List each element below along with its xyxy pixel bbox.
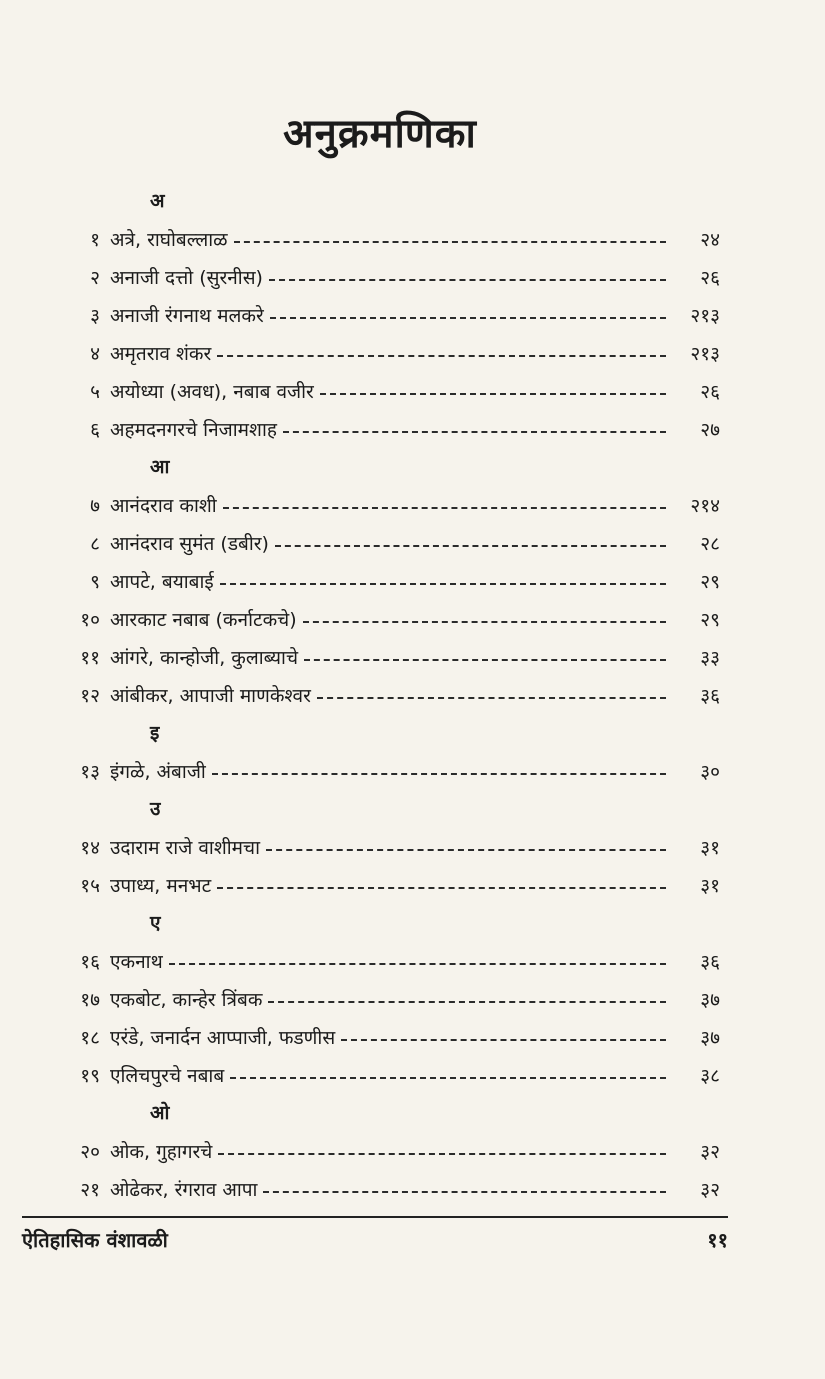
dot-leader [234,239,666,243]
entry-number: १८ [80,1027,100,1049]
entry-number: २० [80,1141,100,1163]
entry-number: ८ [90,533,100,555]
index-entry [40,372,720,410]
footer-page-number: ११ [707,1228,728,1252]
entry-name: एलिचपुरचे नबाब [110,1065,225,1087]
entry-page: २६ [700,267,720,289]
entry-page: ३३ [700,647,720,669]
index-entry [40,942,720,980]
index-entry [40,1170,720,1208]
entry-name: अहमदनगरचे निजामशाह [110,419,277,441]
index-entry [40,1056,720,1094]
entry-name: ओढेकर, रंगराव आपा [110,1179,258,1201]
dot-leader [230,1075,666,1079]
index-entry [40,524,720,562]
entry-name: आनंदराव काशी [110,495,217,517]
entry-name: उदाराम राजे वाशीमचा [110,837,261,859]
index-entry [40,486,720,524]
entry-page: ३६ [700,951,720,973]
index-entry [40,980,720,1018]
section-heading: आ [150,456,170,478]
entry-name: आपटे, बयाबाई [110,571,214,593]
entry-number: १९ [80,1065,100,1087]
index-entry [40,296,720,334]
entry-page: २१३ [690,343,720,365]
footer-book-title: ऐतिहासिक वंशावळी [22,1228,168,1252]
index-entry [40,220,720,258]
entry-name: अत्रे, राघोबल्लाळ [110,229,228,251]
entry-page: ३२ [700,1179,720,1201]
section-heading: ओ [150,1102,170,1124]
entry-number: ६ [90,419,100,441]
entry-page: ३७ [700,1027,720,1049]
entry-number: १७ [80,989,100,1011]
entry-page: ३८ [700,1065,720,1087]
entry-page: २७ [700,419,720,441]
entry-number: १३ [80,761,100,783]
dot-leader [268,999,666,1003]
entry-number: ९ [90,571,100,593]
entry-number: १२ [80,685,100,707]
dot-leader [270,315,666,319]
entry-number: २ [90,267,100,289]
entry-page: ३० [700,761,720,783]
dot-leader [217,885,666,889]
section-heading: उ [150,798,161,820]
dot-leader [275,543,666,547]
index-list [40,182,720,1208]
entry-number: ७ [90,495,100,517]
entry-name: अनाजी दत्तो (सुरनीस) [110,267,263,289]
entry-name: एकबोट, कान्हेर त्रिंबक [110,989,263,1011]
entry-page: २८ [700,533,720,555]
entry-name: आरकाट नबाब (कर्नाटकचे) [110,609,297,631]
entry-name: आंबीकर, आपाजी माणकेश्वर [110,685,311,707]
index-entry [40,562,720,600]
entry-number: ३ [90,305,100,327]
footer-divider [22,1216,728,1218]
entry-page: ३७ [700,989,720,1011]
dot-leader [320,391,666,395]
index-entry [40,638,720,676]
index-entry [40,334,720,372]
entry-page: ३१ [700,875,720,897]
index-entry [40,1018,720,1056]
index-entry [40,828,720,866]
entry-name: अनाजी रंगनाथ मलकरे [110,305,264,327]
dot-leader [317,695,666,699]
section-heading: अ [150,190,165,212]
page-title: अनुक्रमणिका [283,111,477,157]
entry-page: ३१ [700,837,720,859]
entry-number: १४ [80,837,100,859]
dot-leader [263,1189,666,1193]
dot-leader [303,619,666,623]
entry-number: ४ [90,343,100,365]
entry-name: ओक, गुहागरचे [110,1141,213,1163]
entry-number: १६ [80,951,100,973]
entry-page: २४ [700,229,720,251]
entry-name: आनंदराव सुमंत (डबीर) [110,533,269,555]
entry-number: १५ [80,875,100,897]
entry-name: उपाध्य, मनभट [110,875,212,897]
entry-name: अमृतराव शंकर [110,343,212,365]
index-entry [40,1132,720,1170]
entry-page: २९ [700,609,720,631]
index-entry [40,258,720,296]
dot-leader [169,961,666,965]
dot-leader [223,505,666,509]
index-entry [40,600,720,638]
index-entry [40,410,720,448]
dot-leader [304,657,666,661]
entry-page: ३६ [700,685,720,707]
entry-number: २१ [80,1179,100,1201]
dot-leader [269,277,666,281]
section-heading: ए [150,912,161,934]
index-entry [40,752,720,790]
section-heading: इ [150,722,160,744]
entry-page: २६ [700,381,720,403]
entry-name: एकनाथ [110,951,163,973]
index-entry [40,676,720,714]
index-entry [40,866,720,904]
entry-page: २१४ [690,495,720,517]
entry-name: आंगरे, कान्होजी, कुलाब्याचे [110,647,299,669]
dot-leader [220,581,666,585]
entry-number: १ [90,229,100,251]
dot-leader [283,429,666,433]
dot-leader [212,771,666,775]
entry-name: एरंडे, जनार्दन आप्पाजी, फडणीस [110,1027,336,1049]
dot-leader [218,1151,666,1155]
entry-page: २९ [700,571,720,593]
entry-number: १० [80,609,100,631]
entry-number: ११ [80,647,100,669]
entry-page: ३२ [700,1141,720,1163]
entry-number: ५ [90,381,100,403]
entry-name: अयोध्या (अवध), नबाब वजीर [110,381,314,403]
entry-page: २१३ [690,305,720,327]
dot-leader [266,847,666,851]
entry-name: इंगळे, अंबाजी [110,761,206,783]
dot-leader [217,353,666,357]
dot-leader [341,1037,666,1041]
